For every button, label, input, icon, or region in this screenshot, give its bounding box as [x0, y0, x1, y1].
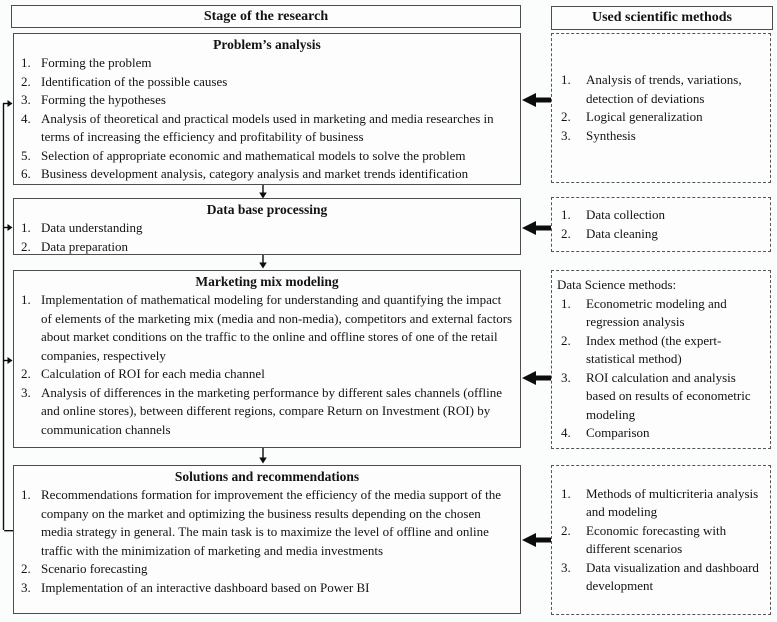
list-item [14, 384, 520, 440]
list-item [14, 238, 520, 257]
list-item-text: Economic forecasting with different scenarios [586, 522, 727, 556]
list-item-text: Implementation of an interactive dashboard based on Power BI [41, 579, 370, 595]
method-arrow-1 [522, 93, 551, 107]
method-box-solutions-recommendations [551, 465, 771, 615]
column-header-stages-label: Stage of the research [203, 8, 329, 24]
list-item-number: 1. [21, 292, 31, 307]
list-item [552, 369, 770, 425]
list-item-number: 6. [21, 166, 31, 181]
list-item [552, 559, 770, 596]
list-item-number: 2. [21, 238, 31, 254]
list-item-number: 2. [561, 109, 571, 124]
method-arrow-2 [522, 221, 551, 235]
list-item [552, 71, 770, 108]
list-item-text: Recommendations formation for improvement the efficiency of the media support of the company on the market and optimizing the business results depending on the chosen media strategy in general. The main task is to maximize the level of offline and online traffic with the minimization of marketing and media investments [41, 487, 502, 558]
list-item-text: Calculation of ROI for each media channel [41, 366, 265, 381]
list-item-text: Index method (the expert-statistical method) [586, 332, 722, 366]
method-box-data-base-processing [551, 197, 771, 252]
list-item-number: 3. [21, 579, 31, 595]
stage-title: Solutions and recommendations [174, 469, 360, 484]
list-item-number: 2. [561, 332, 571, 348]
list-item-text: Implementation of mathematical modeling for understanding and quantifying the impact of elements of the marketing mix (media and non-media), competitors and external factors about market conditions on the traffic to the online and offline stores of one of the retail companies, respectively [41, 292, 513, 363]
method-item-list [552, 206, 770, 243]
list-item-text: Business development analysis, category analysis and market trends identification [41, 166, 469, 181]
list-item-number: 1. [21, 55, 31, 70]
list-item [552, 424, 770, 443]
list-item [14, 291, 520, 365]
list-item-number: 4. [561, 425, 571, 440]
flow-arrow-down-3 [259, 448, 267, 464]
list-item-text: Analysis of theoretical and practical models used in marketing and media researches in terms of increasing the efficiency and profitability of business [41, 110, 494, 144]
list-item-number: 3. [561, 127, 571, 143]
list-item-text: Forming the problem [41, 55, 152, 70]
list-item-text: Logical generalization [586, 109, 703, 124]
list-item-number: 2. [561, 522, 571, 538]
list-item-text: Forming the hypotheses [41, 92, 166, 107]
list-item-number: 1. [561, 485, 571, 501]
list-item-number: 2. [21, 73, 31, 89]
list-item [14, 365, 520, 384]
list-item [14, 73, 520, 92]
method-item-list [552, 295, 770, 443]
method-box-problems-analysis [551, 33, 771, 183]
stage-box-data-base-processing [13, 198, 521, 255]
stage-box-problems-analysis [13, 33, 521, 185]
list-item-number: 1. [21, 487, 31, 502]
stage-box-solutions-recommendations [13, 465, 521, 614]
column-header-methods [551, 6, 773, 30]
stage-title: Marketing mix modeling [195, 274, 339, 289]
list-item-text: Synthesis [586, 127, 636, 143]
list-item [552, 206, 770, 225]
list-item [552, 127, 770, 146]
list-item-text: Comparison [586, 425, 650, 440]
list-item-number: 3. [561, 369, 571, 385]
column-header-stages [11, 5, 521, 28]
list-item [14, 165, 520, 184]
stage-title: Problem’s analysis [213, 37, 321, 52]
column-header-methods-label: Used scientific methods [592, 10, 732, 25]
stage-item-list [14, 486, 520, 597]
method-list-intro: Data Science methods: [557, 277, 677, 292]
method-item-list [552, 71, 770, 145]
stage-box-marketing-mix-modeling [13, 270, 521, 448]
list-item [14, 486, 520, 560]
method-arrow-3 [522, 371, 551, 385]
list-item-text: Data understanding [41, 220, 143, 235]
flow-arrow-down-1 [259, 185, 267, 199]
list-item-number: 2. [561, 225, 571, 241]
feedback-line [3, 100, 13, 531]
list-item-text: Methods of multicriteria analysis and modeling [586, 485, 759, 519]
list-item [14, 219, 520, 238]
list-item-number: 3. [21, 384, 31, 400]
list-item-number: 3. [561, 559, 571, 575]
list-item [552, 295, 770, 332]
list-item-text: Econometric modeling and regression analysis [586, 295, 727, 329]
stage-item-list [14, 219, 520, 256]
list-item-number: 2. [21, 561, 31, 576]
list-item-text: Analysis of differences in the marketing performance by different sales channels (offline and online stores), between different regions, compare Return on Investment (ROI) by communication channels [41, 384, 502, 437]
list-item [552, 225, 770, 244]
list-item [14, 560, 520, 579]
list-item-number: 2. [21, 366, 31, 381]
list-item-number: 1. [561, 72, 571, 87]
list-item [552, 108, 770, 127]
list-item [14, 91, 520, 110]
list-item-text: Scenario forecasting [41, 561, 148, 576]
list-item-text: Data preparation [41, 238, 128, 254]
method-item-list [552, 485, 770, 596]
stage-title: Data base processing [206, 202, 328, 217]
list-item-number: 1. [561, 207, 571, 222]
stage-item-list [14, 54, 520, 184]
list-item-text: Analysis of trends, variations, detection of deviations [586, 72, 742, 106]
flow-arrow-down-2 [259, 255, 267, 269]
list-item-text: Data visualization and dashboard development [586, 559, 759, 593]
list-item [14, 147, 520, 166]
list-item-text: ROI calculation and analysis based on results of econometric modeling [586, 369, 751, 422]
method-box-marketing-mix-modeling [551, 270, 771, 449]
list-item-number: 5. [21, 147, 31, 163]
list-item-number: 4. [21, 110, 31, 126]
list-item-number: 1. [561, 295, 571, 311]
list-item [552, 522, 770, 559]
list-item-text: Selection of appropriate economic and mathematical models to solve the problem [41, 147, 466, 163]
list-item [14, 54, 520, 73]
list-item-text: Identification of the possible causes [41, 73, 228, 89]
list-item-text: Data cleaning [586, 225, 658, 241]
list-item-number: 3. [21, 92, 31, 107]
stage-item-list [14, 291, 520, 439]
list-item [552, 485, 770, 522]
list-item [552, 332, 770, 369]
list-item [14, 110, 520, 147]
method-arrow-4 [522, 533, 551, 547]
list-item-text: Data collection [586, 207, 666, 222]
list-item [14, 579, 520, 598]
list-item-number: 1. [21, 220, 31, 235]
